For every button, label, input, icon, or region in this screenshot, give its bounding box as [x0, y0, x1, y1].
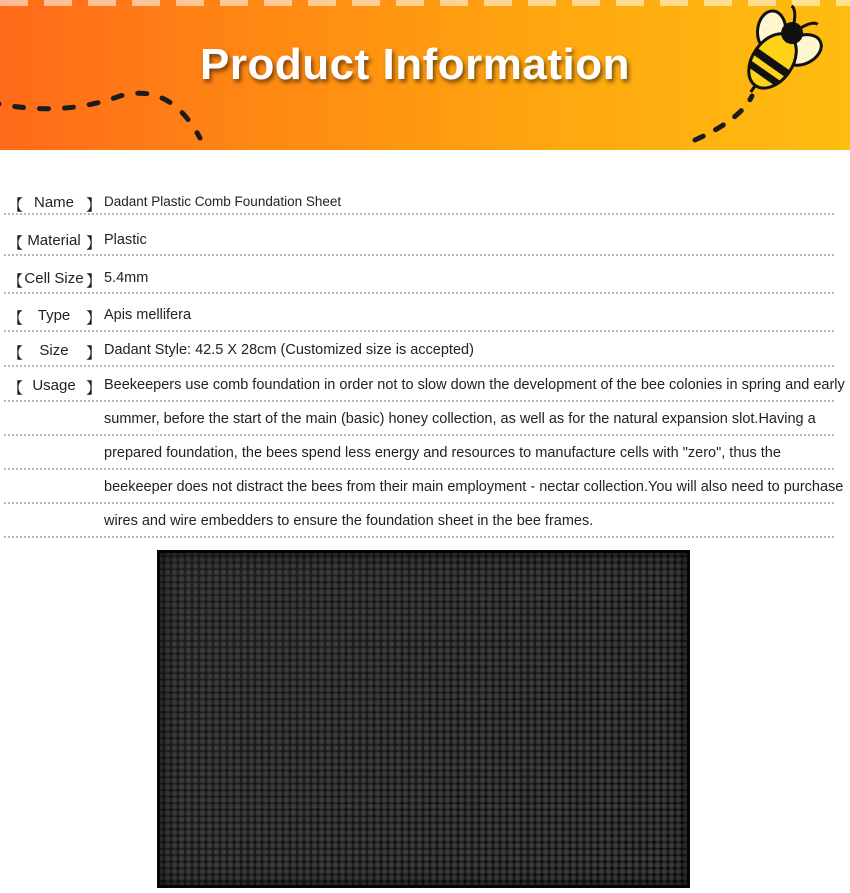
- right-bracket: 】: [86, 197, 102, 214]
- spec-value: Dadant Plastic Comb Foundation Sheet: [104, 194, 342, 209]
- row-divider: [4, 292, 834, 294]
- left-bracket: 【: [8, 235, 24, 252]
- row-divider: [4, 400, 834, 402]
- row-divider: [4, 213, 834, 215]
- left-bracket: 【: [8, 345, 24, 362]
- product-info-banner: [0, 0, 850, 150]
- spec-key-label: Size: [39, 342, 69, 359]
- spec-key-label: Cell Size: [24, 270, 84, 287]
- right-bracket: 】: [86, 235, 102, 252]
- row-divider: [4, 502, 834, 504]
- row-divider: [4, 365, 834, 367]
- spec-value: Apis mellifera: [104, 307, 192, 323]
- usage-text-line: Beekeepers use comb foundation in order not to slow down the development of the bee colonies in spring and early: [104, 377, 845, 393]
- right-bracket: 】: [86, 380, 102, 397]
- spec-key-label: Material: [27, 232, 81, 249]
- row-divider: [4, 434, 834, 436]
- left-bracket: 【: [8, 273, 24, 290]
- left-bracket: 【: [8, 310, 24, 327]
- product-photo: [157, 550, 690, 888]
- usage-text-line: wires and wire embedders to ensure the foundation sheet in the bee frames.: [104, 513, 594, 529]
- row-divider: [4, 536, 834, 538]
- usage-text-line: beekeeper does not distract the bees from their main employment - nectar collection.You will also need to purchase: [104, 479, 844, 495]
- usage-text-line: summer, before the start of the main (basic) honey collection, as well as for the natural expansion slot.Having a: [104, 411, 816, 427]
- banner-title: Product Information: [200, 40, 630, 89]
- left-bracket: 【: [8, 197, 24, 214]
- right-bracket: 】: [86, 345, 102, 362]
- usage-text-line: prepared foundation, the bees spend less energy and resources to manufacture cells with "zero", thus the: [104, 445, 781, 461]
- spec-value: Plastic: [104, 232, 147, 248]
- spec-key-label: Type: [37, 307, 71, 324]
- left-bracket: 【: [8, 380, 24, 397]
- spec-key-label: Name: [33, 194, 74, 211]
- row-divider: [4, 254, 834, 256]
- spec-value: 5.4mm: [104, 270, 149, 286]
- spec-key-label: Usage: [32, 377, 76, 394]
- row-divider: [4, 468, 834, 470]
- right-bracket: 】: [86, 273, 102, 290]
- row-divider: [4, 330, 834, 332]
- right-bracket: 】: [86, 310, 102, 327]
- spec-value: Dadant Style: 42.5 X 28cm (Customized size is accepted): [104, 342, 474, 358]
